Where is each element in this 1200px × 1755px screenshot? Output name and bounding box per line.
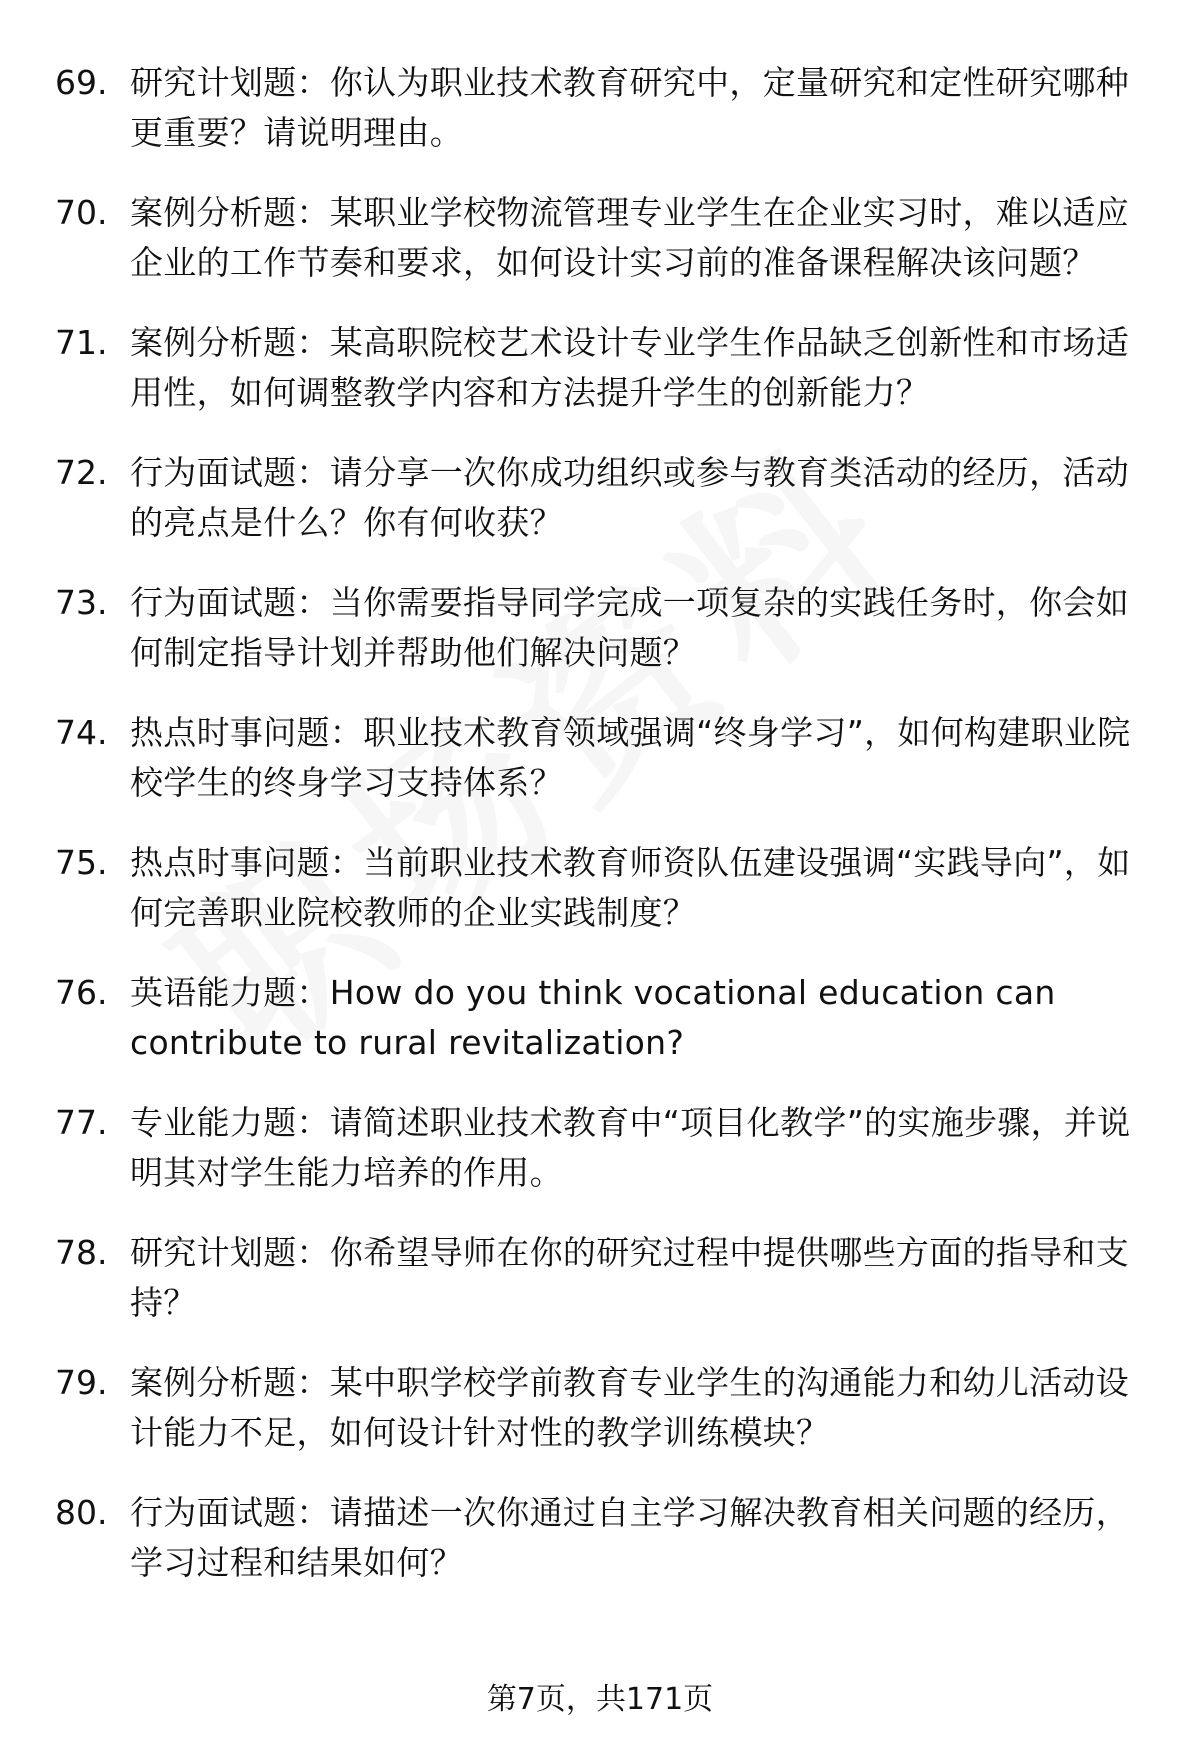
question-number: 71. [55,323,108,362]
question-item-76 [55,968,1145,1068]
question-item-69 [55,58,1145,158]
question-text: 英语能力题：How do you think vocational education can contribute to rural revitalization? [130,973,1056,1062]
question-text: 案例分析题：某中职学校学前教育专业学生的沟通能力和幼儿活动设计能力不足，如何设计针对性的教学训练模块？ [130,1363,1129,1452]
question-item-80 [55,1488,1145,1588]
question-text: 行为面试题：当你需要指导同学完成一项复杂的实践任务时，你会如何制定指导计划并帮助他们解决问题？ [130,583,1129,672]
question-text: 案例分析题：某职业学校物流管理专业学生在企业实习时，难以适应企业的工作节奏和要求，如何设计实习前的准备课程解决该问题？ [130,193,1129,282]
question-text: 研究计划题：你希望导师在你的研究过程中提供哪些方面的指导和支持？ [130,1233,1129,1322]
question-item-77 [55,1098,1145,1198]
question-number: 77. [55,1103,108,1142]
question-item-70 [55,188,1145,288]
question-number: 75. [55,843,108,882]
question-item-72 [55,448,1145,548]
question-text: 行为面试题：请分享一次你成功组织或参与教育类活动的经历，活动的亮点是什么？你有何收获？ [130,453,1129,542]
question-number: 78. [55,1233,108,1272]
question-item-71 [55,318,1145,418]
question-text: 行为面试题：请描述一次你通过自主学习解决教育相关问题的经历，学习过程和结果如何？ [130,1493,1129,1582]
question-number: 76. [55,973,108,1012]
question-text: 专业能力题：请简述职业技术教育中“项目化教学”的实施步骤，并说明其对学生能力培养的作用。 [130,1103,1131,1192]
question-item-73 [55,578,1145,678]
question-item-75 [55,838,1145,938]
question-text: 案例分析题：某高职院校艺术设计专业学生作品缺乏创新性和市场适用性，如何调整教学内容和方法提升学生的创新能力？ [130,323,1129,412]
question-text: 热点时事问题：当前职业技术教育师资队伍建设强调“实践导向”，如何完善职业院校教师的企业实践制度？ [130,843,1131,932]
question-number: 69. [55,63,108,102]
question-number: 70. [55,193,108,232]
page-number-label: 第7页，共171页 [486,1682,714,1717]
question-item-78 [55,1228,1145,1328]
question-number: 72. [55,453,108,492]
question-number: 79. [55,1363,108,1402]
question-item-79 [55,1358,1145,1458]
question-number: 73. [55,583,108,622]
question-text: 热点时事问题：职业技术教育领域强调“终身学习”，如何构建职业院校学生的终身学习支持体系？ [130,713,1131,802]
question-text: 研究计划题：你认为职业技术教育研究中，定量研究和定性研究哪种更重要？请说明理由。 [130,63,1129,152]
question-item-74 [55,708,1145,808]
question-number: 80. [55,1493,108,1532]
question-list [55,58,1145,1618]
question-number: 74. [55,713,108,752]
page-footer [0,1680,1200,1720]
